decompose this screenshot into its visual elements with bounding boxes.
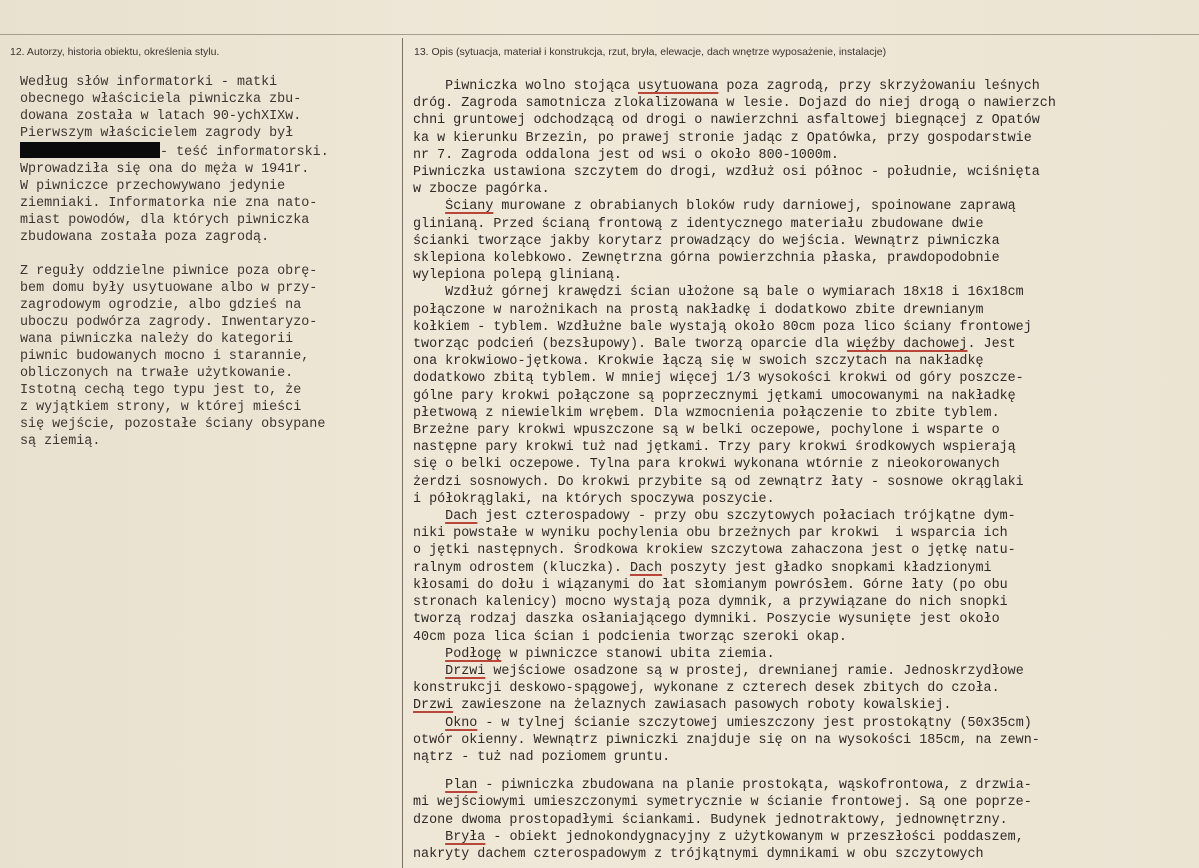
text-line: glinianą. Przed ścianą frontową z identycznego materiału zbudowane dwie xyxy=(413,216,984,232)
text-line: Drzwi zawieszone na żelaznych zawiasach pasowych roboty kowalskiej. xyxy=(413,698,952,714)
text-line: zbudowana została poza zagrodą. xyxy=(20,230,270,245)
text-line: kłosami do dołu i wiązanymi do łat słomianym powrósłem. Górne łaty (po obu xyxy=(413,577,1008,593)
text-line: Drzwi wejściowe osadzone są w prostej, drewnianej ramie. Jednoskrzydłowe xyxy=(445,663,1024,679)
text-line: gólne pary krokwi połączone są poprzecznymi jętkami umocowanymi na nakładkę xyxy=(413,388,1016,404)
text-line: o jętki następnych. Środkowa krokiew szczytowa zahaczona jest o jętkę natu- xyxy=(413,543,1016,559)
text-line: obecnego właściciela piwniczka zbu- xyxy=(20,92,302,107)
text-line: zagrodowym ogrodzie, albo gdzieś na xyxy=(20,298,302,313)
text-line: wylepiona polepą glinianą. xyxy=(413,268,622,284)
underlined-term: Okno xyxy=(445,715,478,731)
text-line: są ziemią. xyxy=(20,434,101,449)
text-line: ka w kierunku Brzezin, po prawej stronie jadąc z Opatówka, przy gospodarstwie xyxy=(413,130,1032,146)
text-line: obliczonych na trwałe użytkowanie. xyxy=(20,366,294,381)
text-line: płetwową z niewielkim wrębem. Dla wzmocnienia połączenie to zbite tyblem. xyxy=(413,405,1000,421)
text-line: Wprowadziła się ona do męża w 1941r. xyxy=(20,162,310,177)
text-line: się o belki oczepowe. Tylna para krokwi wykonana wtórnie z nieokorowanych xyxy=(413,457,1000,473)
text-line: ralnym odrostem (kluczka). Dach poszyty jest gładko snopkami kładzionymi xyxy=(413,560,992,576)
text-line: Brzeżne pary krokwi wpuszczone są w belki oczepowe, pochylone i wsparte o xyxy=(413,423,1000,439)
text-line: Według słów informatorki - matki xyxy=(20,75,278,90)
text-line: Istotną cechą tego typu jest to, że xyxy=(20,383,302,398)
text-line: Wzdłuż górnej krawędzi ścian ułożone są bale o wymiarach 18x18 i 16x18cm xyxy=(413,285,1024,301)
text-line: nakryty dachem czterospadowym z trójkątnymi dymnikami w obu szczytowych xyxy=(413,846,984,862)
underlined-term: Plan xyxy=(445,778,478,794)
text-line: dzone dwoma prostopadłymi ściankami. Budynek jednotraktowy, jednownętrzny. xyxy=(413,812,1008,828)
text-line: wana piwniczka należy do kategorii xyxy=(20,332,294,347)
header-rule xyxy=(0,34,1199,35)
text-line: Pierwszym właścicielem zagrody był xyxy=(20,126,294,141)
left-paragraph-1 xyxy=(20,74,398,246)
text-line: chni gruntowej odchodzącą od drogi o nawierzchni asfaltowej biegnącej z Opatów xyxy=(413,113,1040,129)
underlined-term: Bryła xyxy=(445,829,486,845)
underlined-term: Drzwi xyxy=(413,698,454,714)
text-line: konstrukcji deskowo-spągowej, wykonane z czterech desek zbitych do czoła. xyxy=(413,681,1000,697)
paragraph-gap xyxy=(413,766,1195,777)
text-line: Okno - w tylnej ścianie szczytowej umieszczony jest prostokątny (50x35cm) xyxy=(445,715,1032,731)
right-column-text xyxy=(413,78,1195,863)
underlined-term: usytuowana xyxy=(638,79,719,94)
text-line: Podłogę w piwniczce stanowi ubita ziemia. xyxy=(445,646,775,662)
text-line: połączone w narożnikach na prostą nakładkę i dodatkowo zbite drewnianym xyxy=(413,302,984,318)
text-line: Piwniczka wolno stojąca usytuowana poza zagrodą, przy skrzyżowaniu leśnych xyxy=(413,79,1040,94)
left-paragraph-2 xyxy=(20,263,398,450)
text-line: Piwniczka ustawiona szczytem do drogi, wzdłuż osi północ - południe, wciśnięta xyxy=(413,165,1040,181)
text-line: ziemniaki. Informatorka nie zna nato- xyxy=(20,196,318,211)
section-13-header: 13. Opis (sytuacja, materiał i konstrukcja, rzut, bryła, elewacje, dach wnętrze wyposażenie, instalacje) xyxy=(414,46,887,58)
text-line: Bryła - obiekt jednokondygnacyjny z użytkowanym w przeszłości poddaszem, xyxy=(445,829,1024,845)
text-line: nątrz - tuż nad poziomem gruntu. xyxy=(413,749,671,765)
text-line: niki powstałe w wyniku pochylenia obu brzeżnych par krokwi i wsparcia ich xyxy=(413,526,1008,542)
text-line: w zbocze pagórka. xyxy=(413,182,550,198)
text-line: stronach kalenicy) mocno wystają poza dymnik, a przywiązane do nich snopki xyxy=(413,595,1008,611)
text-line: dróg. Zagroda samotnicza zlokalizowana w lesie. Dojazd do niej drogą o nawierzch xyxy=(413,96,1056,112)
text-line: uboczu podwórza zagrody. Inwentaryzo- xyxy=(20,315,318,330)
text-line: ścianki tworzące jakby korytarz prowadzący do wejścia. Wewnątrz piwniczka xyxy=(413,233,1000,249)
text-line: ona krokwiowo-jętkowa. Krokwie łączą się w swoich szczytach na nakładkę xyxy=(413,354,984,370)
section-12-header: 12. Autorzy, historia obiektu, określenia stylu. xyxy=(10,46,220,58)
underlined-term: Podłogę xyxy=(445,646,502,662)
text-line: tworzą rodzaj daszka osłaniającego dymniki. Poszycie wysunięte jest około xyxy=(413,612,1000,628)
text-line: kołkiem - tyblem. Wzdłużne bale wystają około 80cm poza lico ściany frontowej xyxy=(413,319,1032,335)
text-line: Plan - piwniczka zbudowana na planie prostokąta, wąskofrontowa, z drzwia- xyxy=(445,778,1032,794)
text-line: następne pary krokwi tuż nad jętkami. Trzy pary krokwi środkowych wspierają xyxy=(413,440,1016,456)
text-line: otwór okienny. Wewnątrz piwniczki znajduje się on na wysokości 185cm, na zewn- xyxy=(413,732,1040,748)
column-divider xyxy=(402,38,403,868)
text-line: sklepiona kolebkowo. Zewnętrzna górna powierzchnia płaska, prawdopodobnie xyxy=(413,251,1000,267)
text-line: tworząc podcień (bezsłupowy). Bale tworzą oparcie dla więźby dachowej. Jest xyxy=(413,337,1016,353)
text-line: - teść informatorski. xyxy=(160,145,329,160)
redaction-bar xyxy=(20,142,160,158)
text-line: miast powodów, dla których piwniczka xyxy=(20,213,310,228)
text-line: żerdzi sosnowych. Do krokwi przybite są od zewnątrz łaty - sosnowe okrąglaki xyxy=(413,474,1024,490)
text-line: Ściany murowane z obrabianych bloków rudy darniowej, spoinowane zaprawą xyxy=(445,199,1016,215)
underlined-term: Dach xyxy=(445,509,478,525)
left-column-text xyxy=(20,74,398,467)
text-line: 40cm poza lica ścian i podcienia tworząc szeroki okap. xyxy=(413,629,847,645)
text-line: mi wejściowymi umieszczonymi symetrycznie w ścianie frontowej. Są one poprze- xyxy=(413,795,1032,811)
text-line: nr 7. Zagroda oddalona jest od wsi o około 800-1000m. xyxy=(413,147,839,163)
underlined-term: Dach xyxy=(629,560,663,576)
text-line: z wyjątkiem strony, w której mieści xyxy=(20,400,302,415)
text-line: bem domu były usytuowane albo w przy- xyxy=(20,281,318,296)
redacted-line xyxy=(20,142,398,161)
text-line: Dach jest czterospadowy - przy obu szczytowych połaciach trójkątne dym- xyxy=(445,509,1016,525)
text-line: dowana została w latach 90-ychXIXw. xyxy=(20,109,302,124)
text-line: się wejście, pozostałe ściany obsypane xyxy=(20,417,326,432)
underlined-term: Drzwi xyxy=(445,663,486,679)
underlined-term: Ściany xyxy=(445,199,494,215)
text-line: dodatkowo zbitą tyblem. W mniej więcej 1/3 wysokości krokwi od góry poszcze- xyxy=(413,371,1024,387)
text-line: Z reguły oddzielne piwnice poza obrę- xyxy=(20,264,318,279)
text-line: W piwniczce przechowywano jedynie xyxy=(20,179,286,194)
text-line: piwnic budowanych mocno i starannie, xyxy=(20,349,310,364)
underlined-term: więźby dachowej xyxy=(846,337,968,353)
text-line: i półokrąglaki, na których spoczywa poszycie. xyxy=(413,491,775,507)
